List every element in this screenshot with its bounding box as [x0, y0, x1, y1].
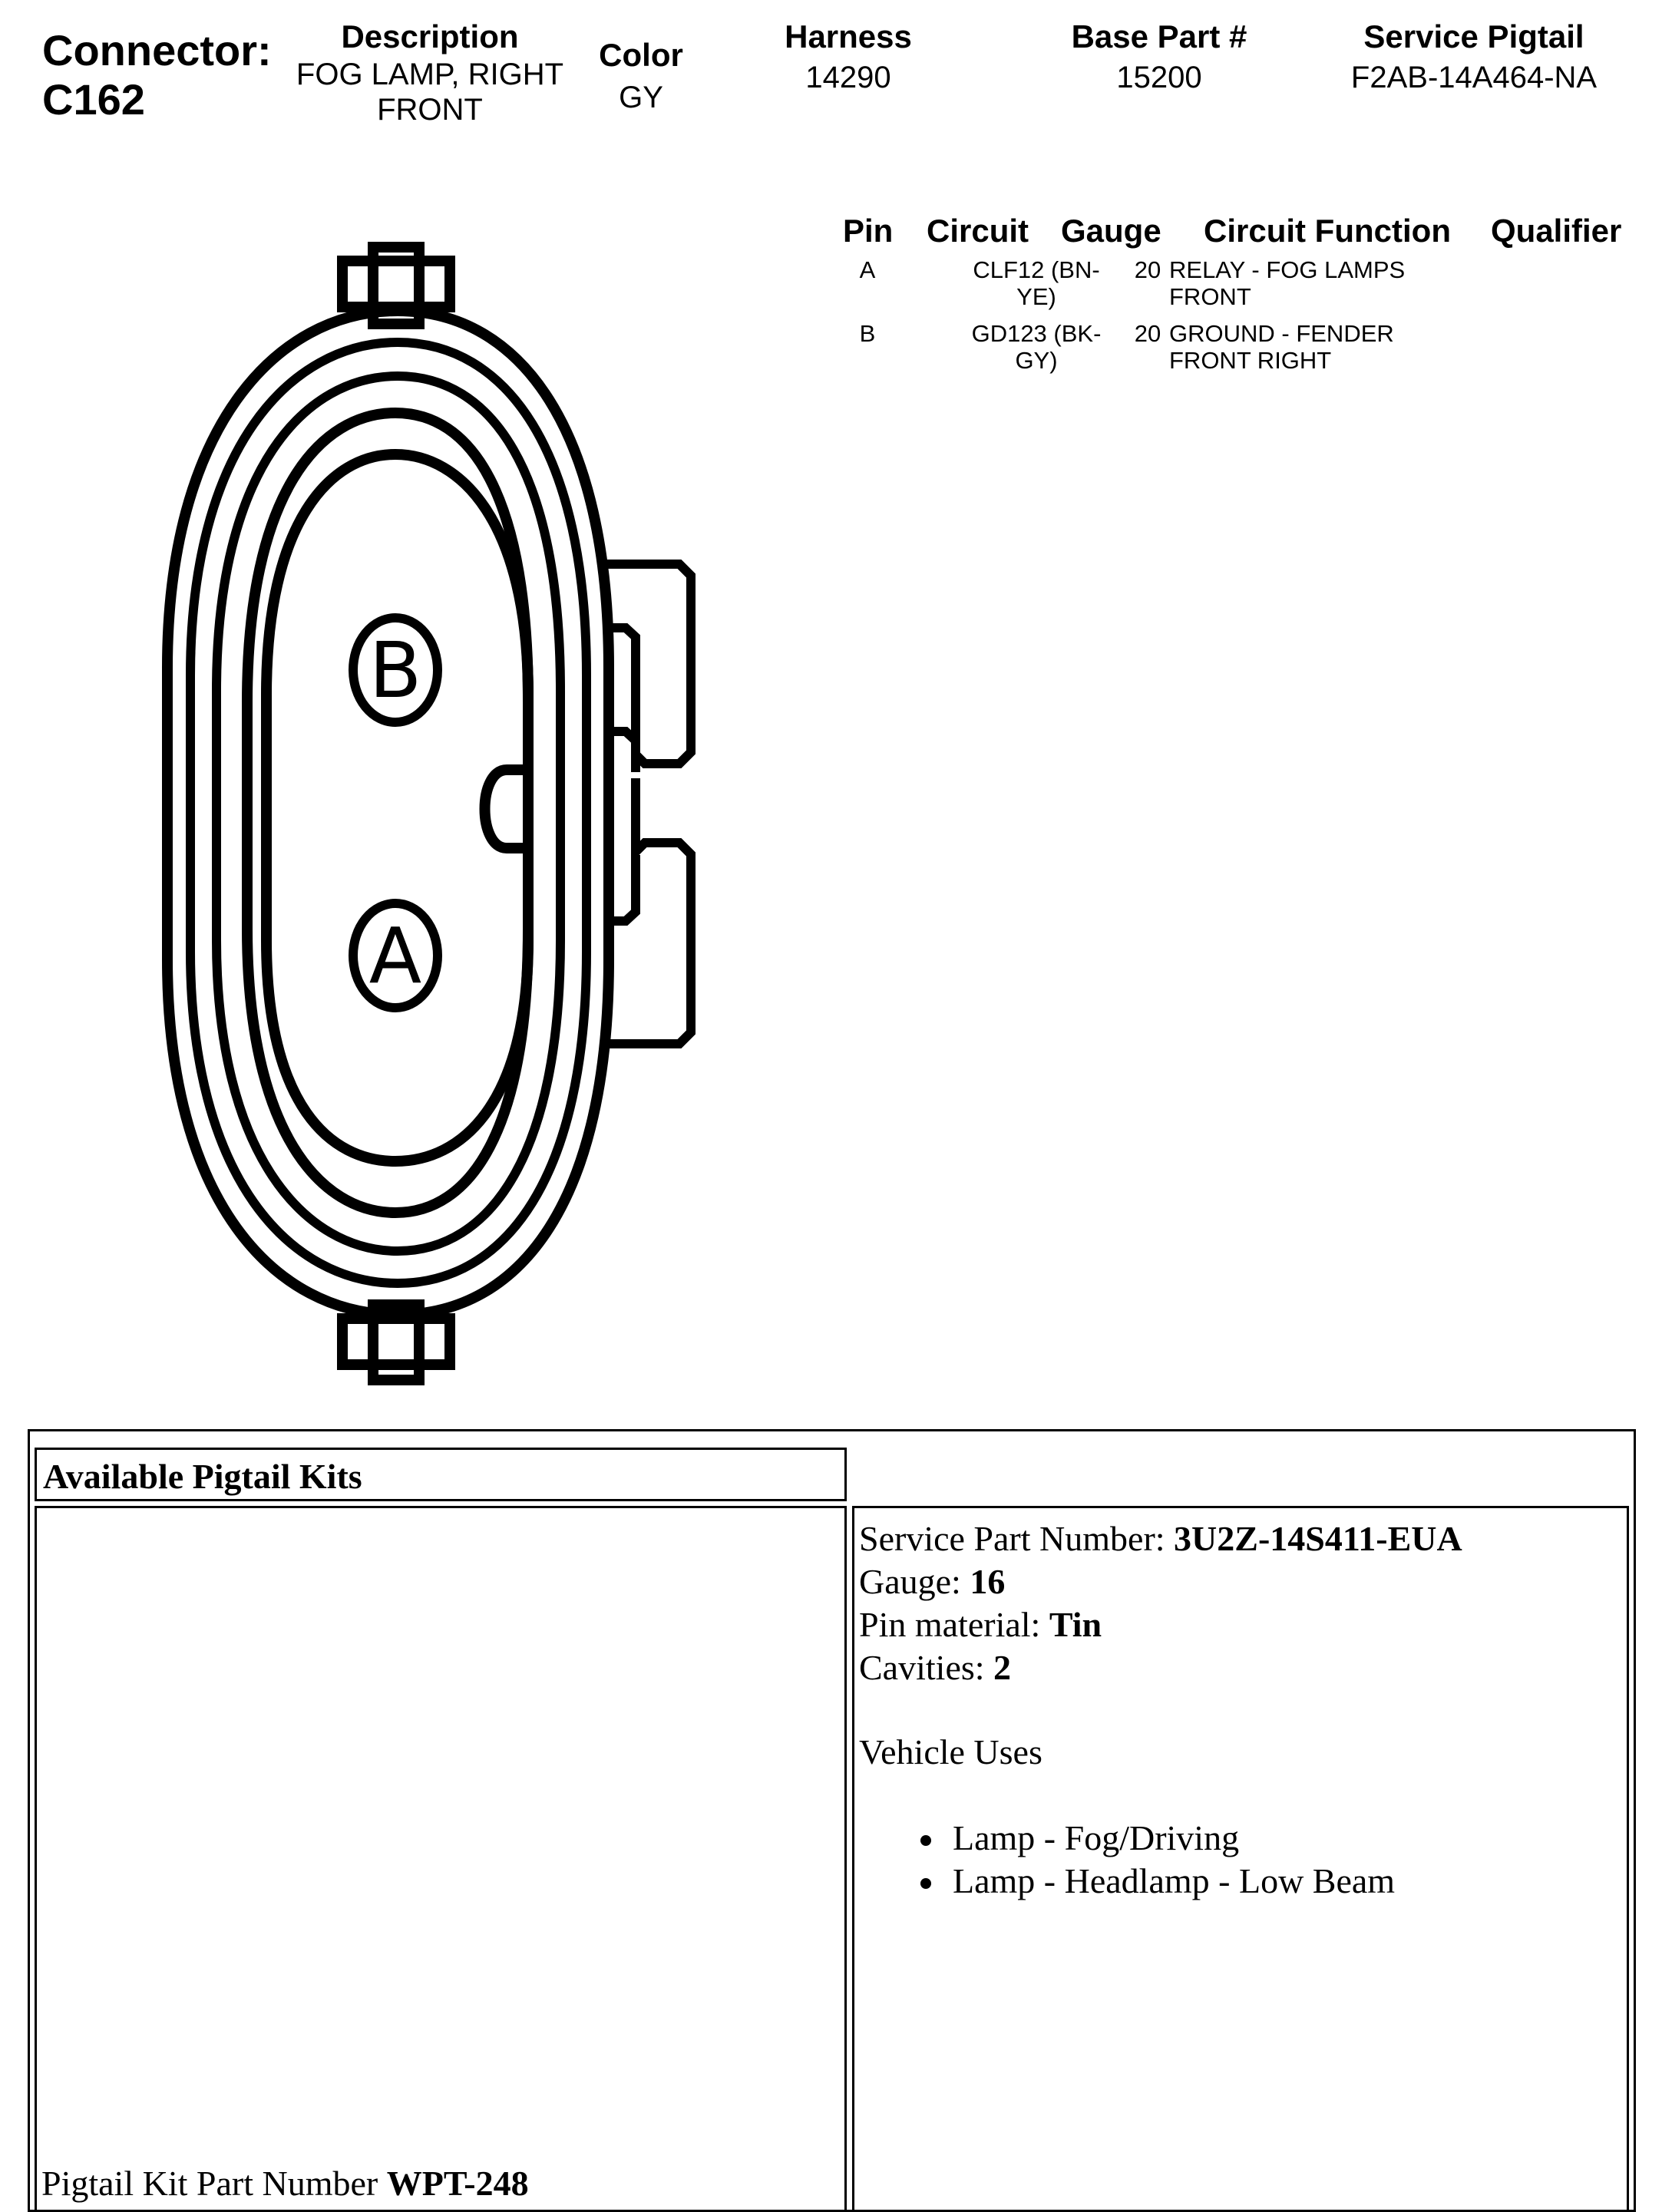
- service-part-value: 3U2Z-14S411-EUA: [1174, 1519, 1462, 1558]
- circuit-cell-line2: YE): [1016, 283, 1056, 310]
- connector-title: [42, 26, 272, 124]
- cavities-label: Cavities:: [859, 1648, 994, 1687]
- list-item: Lamp - Fog/Driving: [859, 1817, 1462, 1860]
- pin-cell: A: [859, 256, 876, 283]
- service-part-number: [859, 1517, 1462, 1560]
- service-pigtail-label: Service Pigtail: [1363, 18, 1584, 54]
- pigtail-kits-title-cell: [35, 1448, 847, 1501]
- function-header: Circuit Function: [1204, 213, 1451, 249]
- gauge-value: 16: [970, 1562, 1006, 1601]
- kit-part-value: WPT-248: [386, 2164, 529, 2203]
- gauge-cell: 20: [1134, 320, 1161, 347]
- table-row: [829, 256, 1658, 318]
- qualifier-header: Qualifier: [1491, 213, 1622, 249]
- pin-a-label: A: [368, 911, 422, 1001]
- pigtail-kit-details-cell: [852, 1506, 1629, 2212]
- table-row: [829, 320, 1658, 381]
- pin-material-line: [859, 1603, 1462, 1646]
- base-part-column: [1036, 17, 1282, 95]
- circuit-cell-line1: GD123 (BK-: [971, 320, 1102, 347]
- kit-part-label: Pigtail Kit Part Number: [41, 2164, 387, 2203]
- connector-id: C162: [42, 75, 145, 124]
- harness-column: [741, 17, 956, 95]
- vehicle-uses-title: Vehicle Uses: [859, 1732, 1042, 1771]
- pigtail-kit-left-cell: [35, 1506, 847, 2212]
- harness-value: 14290: [805, 61, 891, 94]
- function-cell-line1: GROUND - FENDER: [1169, 320, 1394, 347]
- color-value: GY: [619, 81, 663, 114]
- pin-material-value: Tin: [1049, 1605, 1102, 1644]
- pin-material-label: Pin material:: [859, 1605, 1049, 1644]
- base-part-label: Base Part #: [1071, 18, 1247, 54]
- function-cell-line2: FRONT: [1169, 283, 1251, 310]
- description-value-line1: FOG LAMP, RIGHT: [296, 58, 564, 91]
- base-part-value: 15200: [1116, 61, 1202, 94]
- service-pigtail-value: F2AB-14A464-NA: [1350, 61, 1598, 94]
- cavity-face: [266, 454, 528, 1161]
- harness-label: Harness: [785, 18, 912, 54]
- pigtail-kit-details: [859, 1517, 1462, 1903]
- cavities-value: 2: [993, 1648, 1012, 1687]
- function-cell-line1: RELAY - FOG LAMPS: [1169, 256, 1406, 283]
- list-item: Lamp - Headlamp - Low Beam: [859, 1860, 1462, 1903]
- service-pigtail-column: [1305, 17, 1643, 95]
- pin-table: [829, 212, 1658, 488]
- description-value-line2: FRONT: [377, 93, 483, 127]
- pin-cell: B: [859, 320, 876, 347]
- side-key-tabs: [608, 564, 691, 1044]
- circuit-cell-line2: GY): [1015, 347, 1058, 374]
- connector-label: Connector:: [42, 26, 272, 74]
- vehicle-uses-list: [859, 1817, 1462, 1903]
- gauge-header: Gauge: [1061, 213, 1161, 249]
- pin-b-label: B: [368, 626, 422, 715]
- function-cell-line2: FRONT RIGHT: [1169, 347, 1332, 374]
- circuit-header: Circuit: [927, 213, 1029, 249]
- circuit-cell-line1: CLF12 (BN-: [973, 256, 1100, 283]
- color-label: Color: [599, 37, 683, 73]
- connector-face-diagram: [0, 230, 768, 1397]
- gauge-cell: 20: [1134, 256, 1161, 283]
- gauge-label: Gauge:: [859, 1562, 970, 1601]
- pigtail-kits-title: Available Pigtail Kits: [43, 1457, 362, 1496]
- cavities-line: [859, 1646, 1462, 1689]
- pigtail-kit-part-number: [41, 2162, 529, 2205]
- service-part-label: Service Part Number:: [859, 1519, 1175, 1558]
- gauge-line: [859, 1560, 1462, 1603]
- color-column: [572, 35, 710, 115]
- pin-header: Pin: [843, 213, 894, 249]
- description-column: [276, 17, 583, 127]
- description-label: Description: [341, 18, 519, 54]
